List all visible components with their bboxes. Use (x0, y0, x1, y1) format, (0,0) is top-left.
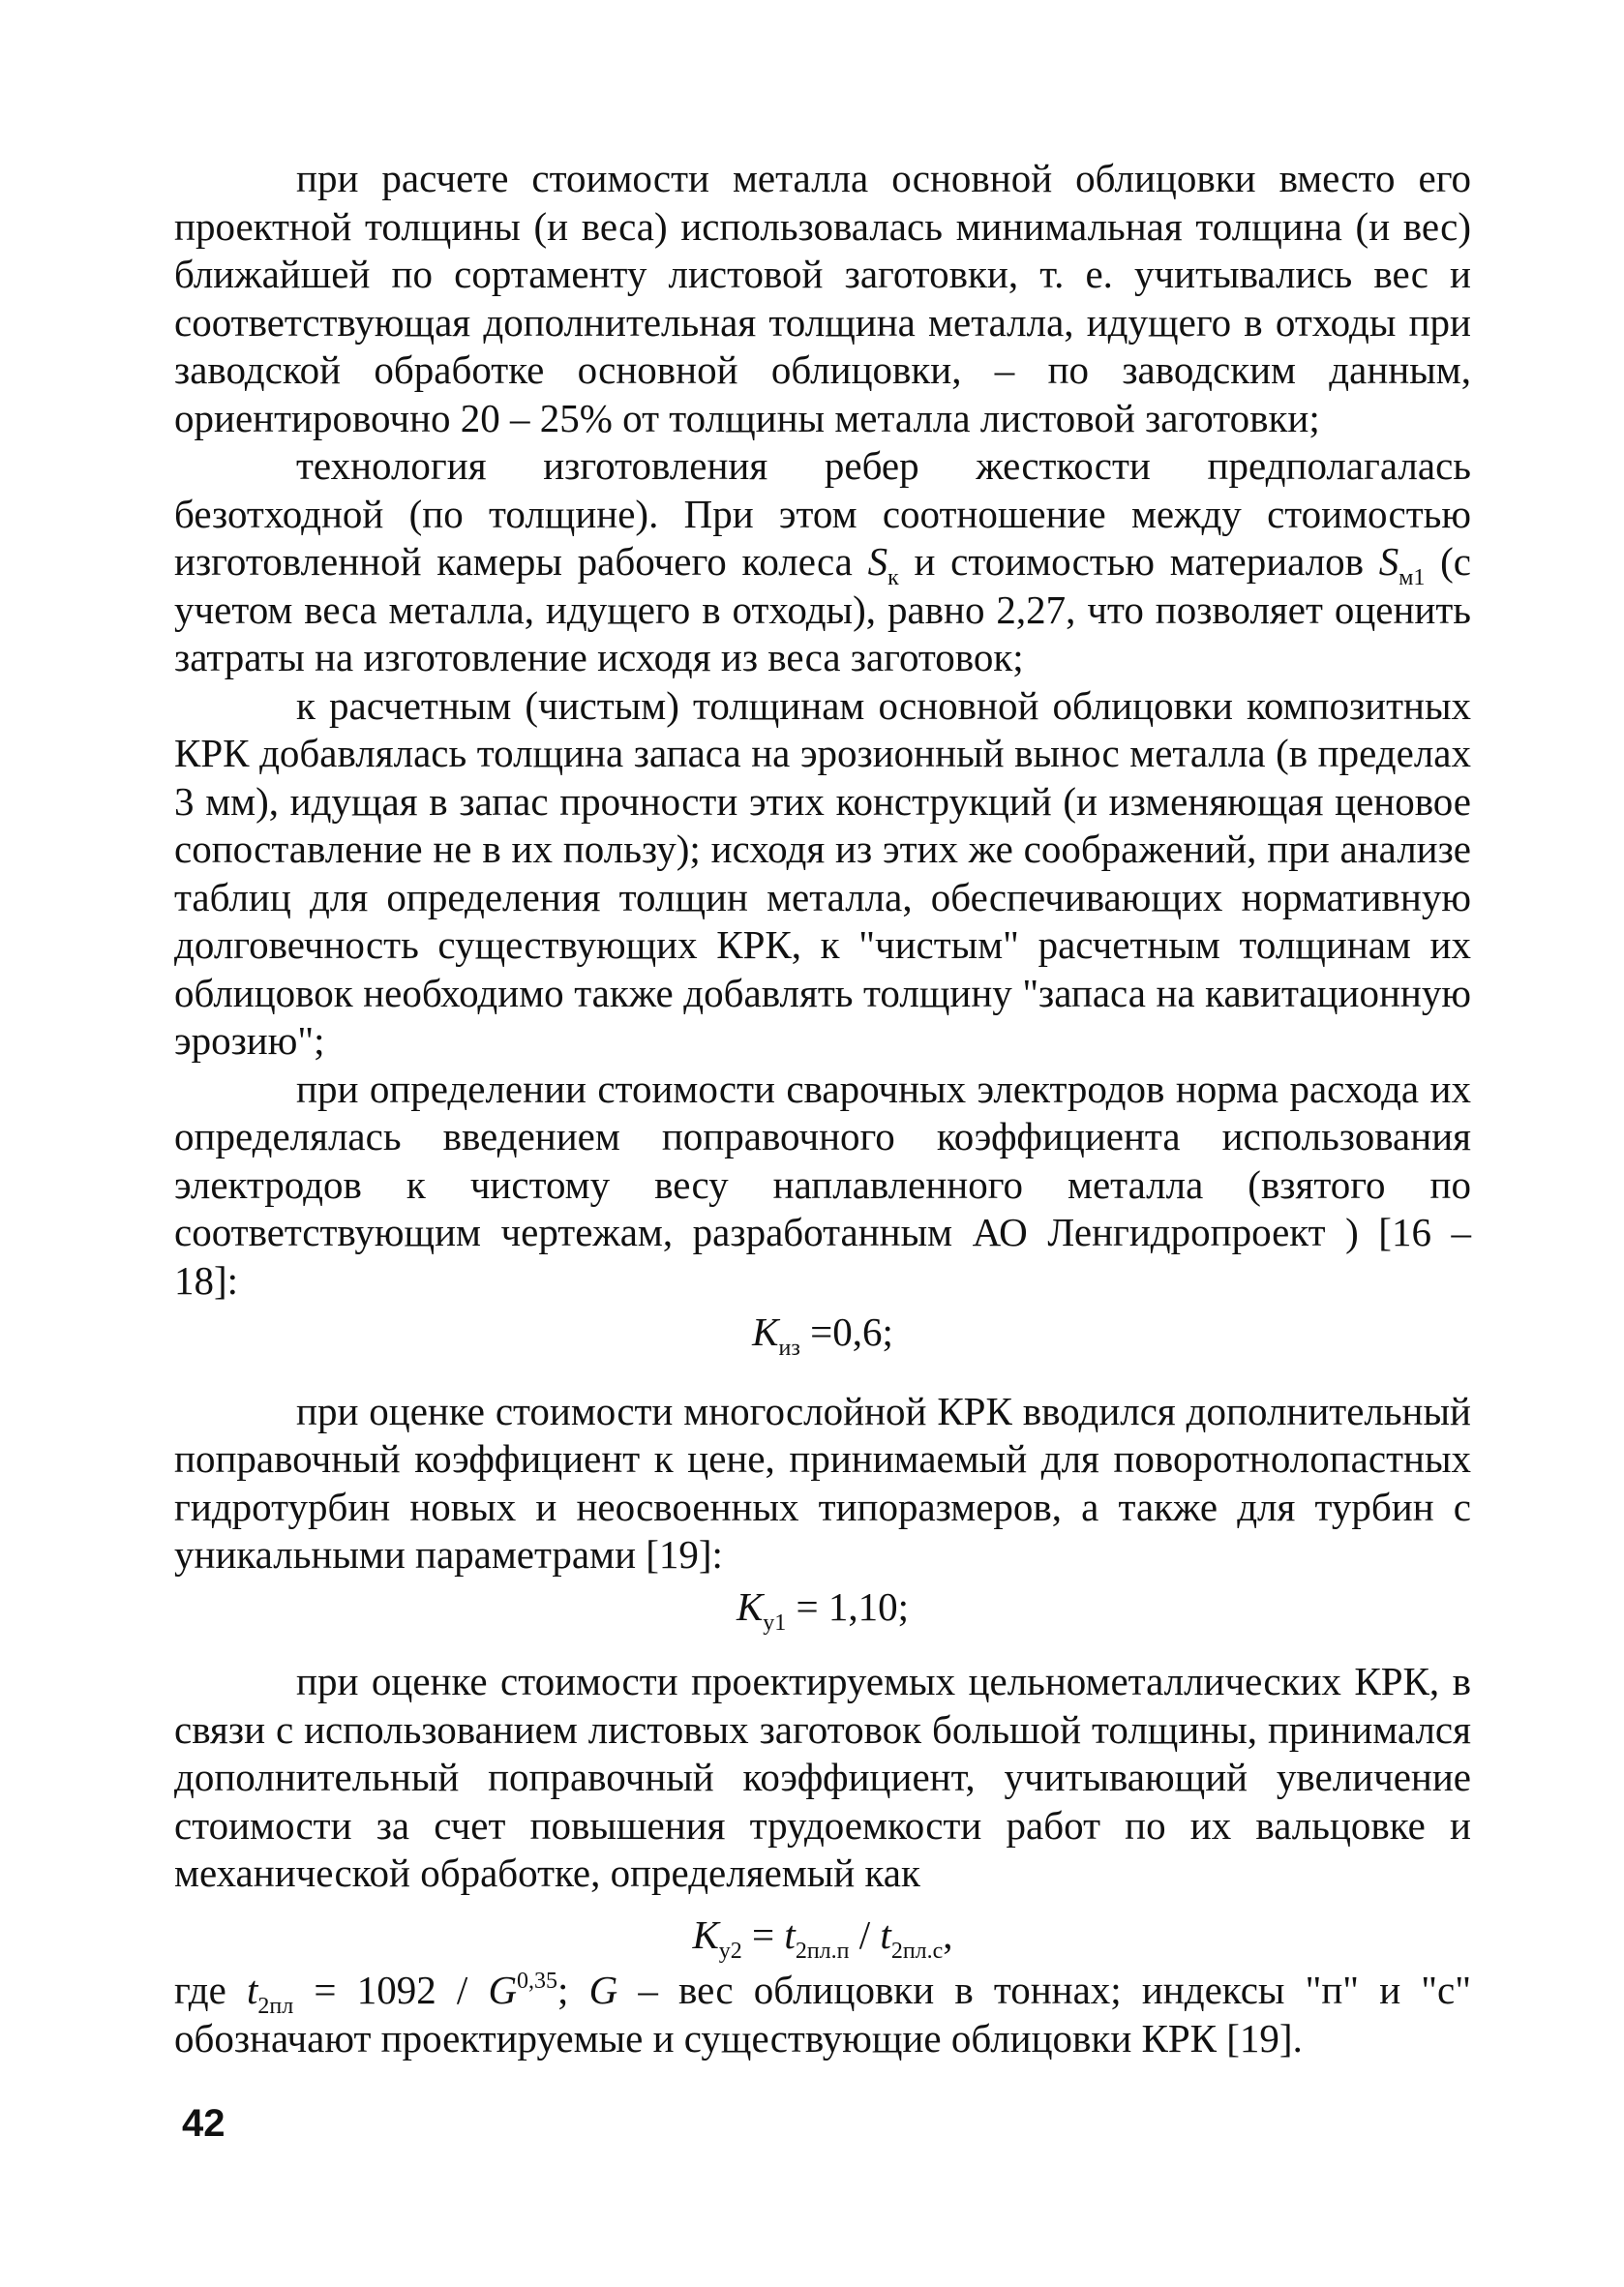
symbol-t: t (247, 1968, 258, 2012)
symbol-subscript: у1 (763, 1610, 787, 1636)
paragraph-all-metal: при оценке стоимости проектируемых цельнометаллических КРК, в связи с использованием листовых заготовок большой толщины, принимался дополнительный поправочный коэффициент, учитывающий увеличение стоимости за счет повышения трудоемкости работ по их вальцовке и механической обработке, определяемый как (174, 1659, 1471, 1895)
paragraph-where (174, 1967, 1471, 2062)
symbol-subscript: 2пл.п (795, 1938, 850, 1964)
formula-k-y1 (174, 1580, 1471, 1659)
symbol-subscript: у2 (718, 1938, 742, 1964)
symbol-subscript: 2пл (257, 1994, 294, 2019)
symbol-g: G (488, 1968, 518, 2012)
symbol-subscript: из (778, 1336, 800, 1361)
paragraph-text: ; (557, 1968, 589, 2012)
paragraph-text: – вес облицовки в тоннах; индексы "п" и "с" обозначают проектируемые и существующие облицовки КРК [19]. (174, 1968, 1471, 2061)
paragraph-erosion-allowance: к расчетным (чистым) толщинам основной облицовки композитных КРК добавлялась толщина запаса на эрозионный вынос металла (в пределах 3 мм), идущая в запас прочности этих конструкций (и изменяющая ценовое сопоставление не в их пользу); исходя из этих же соображений, при анализе таблиц для определения толщин металла, обеспечивающих нормативную долговечность существующих КРК, к "чистым" расчетным толщинам их облицовок необходимо также добавлять толщину "запаса на кавитационную эрозию"; (174, 682, 1471, 1063)
paragraph-text: где (174, 1968, 248, 2012)
symbol-t: t (784, 1911, 796, 1957)
symbol-s: S (1378, 539, 1399, 584)
symbol-k: K (752, 1309, 779, 1354)
symbol-subscript: м1 (1398, 565, 1426, 590)
formula-k-iz (174, 1305, 1471, 1367)
formula-punctuation: , (943, 1911, 953, 1957)
formula-operator: / (849, 1911, 881, 1957)
symbol-subscript: к (887, 565, 899, 590)
paragraph-multilayer: при оценке стоимости многослойной КРК вводился дополнительный поправочный коэффициент к цене, принимаемый для поворотнолопастных гидротурбин новых и неосвоенных типоразмеров, а также для турбин с уникальными параметрами [19]: (174, 1388, 1471, 1577)
formula-operator: = (741, 1911, 785, 1957)
symbol-k: K (736, 1583, 764, 1629)
symbol-g: G (588, 1968, 618, 2012)
paragraph-stiffener-technology (174, 442, 1471, 682)
body-text (174, 155, 1471, 2062)
page-number: 42 (182, 2102, 226, 2145)
paragraph-text: = 1092 / (293, 1968, 489, 2012)
formula-value: =0,6; (799, 1309, 893, 1354)
symbol-subscript: 2пл.с (890, 1938, 944, 1964)
symbol-s: S (867, 539, 888, 584)
paragraph-text: технология изготовления ребер жесткости предполагалась безотходной (по толщине). При этом соотношение между стоимостью изготовленной камеры рабочего колеса (174, 443, 1471, 584)
paragraph-electrodes: при определении стоимости сварочных электродов норма расхода их определялась введением поправочного коэффициента использования электродов к чистому весу наплавленного металла (взятого по соответствующим чертежам, разработанным АО Ленгидропроект ) [16 – 18]: (174, 1066, 1471, 1303)
symbol-exponent: 0,35 (517, 1969, 558, 1994)
paragraph-text: и стоимостью материалов (898, 539, 1379, 584)
symbol-t: t (880, 1911, 891, 1957)
paragraph-text: (с учетом веса металла, идущего в отходы), равно 2,27, что позволяет оценить затраты на изготовление исходя из веса заготовок; (174, 539, 1471, 679)
symbol-k: K (692, 1911, 719, 1957)
paragraph-metal-cost: при расчете стоимости металла основной облицовки вместо его проектной толщины (и веса) использовалась минимальная толщина (и вес) ближайшей по сортаменту листовой заготовки, т. е. учитывались вес и соответствующая дополнительная толщина металла, идущего в отходы при заводской обработке основной облицовки, – по заводским данным, ориентировочно 20 – 25% от толщины металла листовой заготовки; (174, 156, 1471, 440)
formula-k-y2 (174, 1898, 1471, 1968)
formula-value: = 1,10; (786, 1583, 910, 1629)
